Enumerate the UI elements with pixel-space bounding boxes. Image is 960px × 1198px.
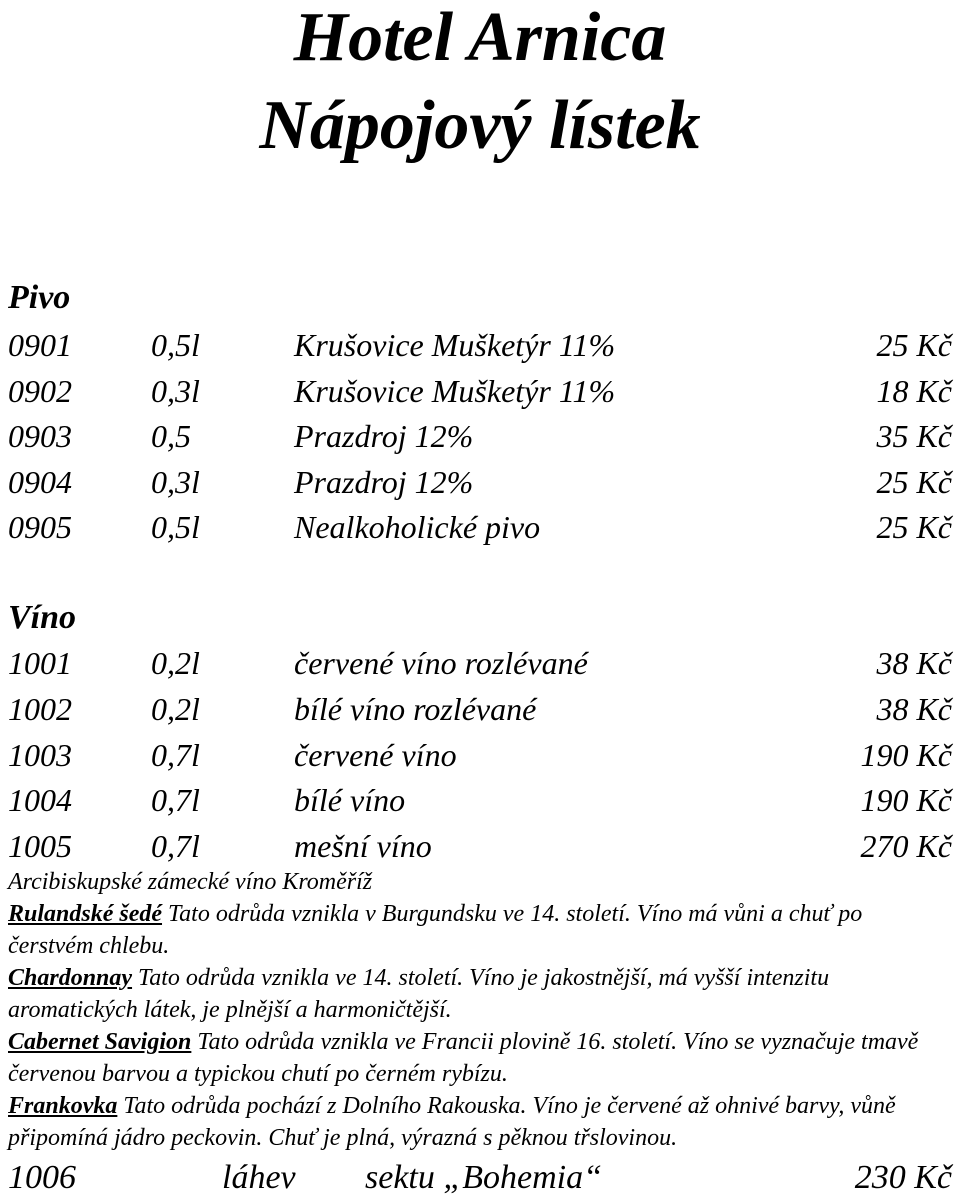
item-code: 1002 <box>8 690 72 727</box>
wine-item <box>0 824 960 870</box>
wine-variety <box>8 1090 952 1154</box>
wine-producer: Arcibiskupské zámecké víno Kroměříž <box>8 869 373 895</box>
item-unit: láhev <box>222 1159 296 1196</box>
wine-item <box>0 778 960 824</box>
beer-item <box>0 460 960 506</box>
variety-line <box>8 898 952 930</box>
item-name: Nealkoholické pivo <box>294 509 541 545</box>
item-price: 35 Kč <box>876 418 952 454</box>
beer-item <box>0 323 960 369</box>
item-price: 190 Kč <box>860 736 952 773</box>
item-code: 0901 <box>8 327 72 363</box>
variety-name: Chardonnay <box>8 965 133 991</box>
item-price: 25 Kč <box>876 509 952 545</box>
item-name: Prazdroj 12% <box>294 463 474 500</box>
variety-description: Tato odrůda pochází z Dolního Rakouska. Víno je červené až ohnivé barvy, vůně <box>123 1093 896 1119</box>
beer-item <box>0 505 960 551</box>
item-code: 1001 <box>8 645 72 681</box>
item-name: Krušovice Mušketýr 11% <box>294 372 616 409</box>
variety-line <box>8 1090 952 1122</box>
item-code: 0902 <box>8 372 72 409</box>
item-price: 25 Kč <box>876 327 952 363</box>
wine-variety <box>8 962 952 1026</box>
wine-item <box>0 733 960 779</box>
item-price: 18 Kč <box>876 372 952 409</box>
variety-description: čerstvém chlebu. <box>8 933 170 959</box>
item-code: 0905 <box>8 509 72 545</box>
item-volume: 0,2l <box>151 690 200 727</box>
variety-name: Frankovka <box>8 1093 118 1119</box>
item-code: 0903 <box>8 418 72 454</box>
item-code: 1003 <box>8 736 72 773</box>
item-code: 1005 <box>8 828 72 864</box>
item-price: 270 Kč <box>860 828 952 864</box>
wine-variety <box>8 1026 952 1090</box>
beer-item <box>0 369 960 415</box>
wine-list <box>0 641 960 870</box>
sparkling-item <box>0 1159 960 1197</box>
variety-line <box>8 962 952 994</box>
item-name: mešní víno <box>294 828 432 864</box>
hotel-name: Hotel Arnica <box>293 0 667 76</box>
item-name: bílé víno <box>294 782 406 819</box>
wine-notes <box>8 866 952 1154</box>
item-volume: 0,7l <box>151 736 200 773</box>
item-volume: 0,2l <box>151 645 200 681</box>
item-code: 1006 <box>8 1159 76 1196</box>
variety-name: Rulandské šedé <box>8 901 163 927</box>
wine-variety <box>8 898 952 962</box>
section-heading-wine: Víno <box>8 599 77 636</box>
item-name: Prazdroj 12% <box>294 418 474 454</box>
item-volume: 0,5l <box>151 509 200 545</box>
item-price: 38 Kč <box>876 690 952 727</box>
item-volume: 0,7l <box>151 828 200 864</box>
beer-item <box>0 414 960 460</box>
item-name: Krušovice Mušketýr 11% <box>294 327 616 363</box>
item-code: 0904 <box>8 463 72 500</box>
item-volume: 0,7l <box>151 782 200 819</box>
variety-description: Tato odrůda vznikla v Burgundsku ve 14. století. Víno má vůni a chuť po <box>168 901 863 927</box>
item-volume: 0,3l <box>151 463 200 500</box>
item-price: 25 Kč <box>876 463 952 500</box>
variety-description: připomíná jádro peckovin. Chuť je plná, výrazná s pěknou třslovinou. <box>8 1125 678 1151</box>
item-price: 230 Kč <box>854 1159 952 1196</box>
item-volume: 0,5 <box>151 418 191 454</box>
variety-description: aromatických látek, je plnější a harmoničtější. <box>8 997 452 1023</box>
section-heading-beer: Pivo <box>8 279 71 316</box>
wine-item <box>0 641 960 687</box>
wine-item <box>0 687 960 733</box>
variety-description: Tato odrůda vznikla ve Francii plovině 16. století. Víno se vyznačuje tmavě <box>197 1029 919 1055</box>
menu-title <box>0 0 960 170</box>
item-price: 190 Kč <box>860 782 952 819</box>
beer-list <box>0 323 960 551</box>
variety-description: Tato odrůda vznikla ve 14. století. Víno je jakostnější, má vyšší intenzitu <box>138 965 830 991</box>
menu-name: Nápojový lístek <box>259 87 701 164</box>
variety-description: červenou barvou a typickou chutí po černém rybízu. <box>8 1061 508 1087</box>
item-volume: 0,5l <box>151 327 200 363</box>
item-name: červené víno rozlévané <box>294 645 588 681</box>
item-name: bílé víno rozlévané <box>294 690 537 727</box>
variety-name: Cabernet Savigion <box>8 1029 192 1055</box>
item-code: 1004 <box>8 782 72 819</box>
item-price: 38 Kč <box>876 645 952 681</box>
item-name: červené víno <box>294 736 457 773</box>
variety-line <box>8 1026 952 1058</box>
item-volume: 0,3l <box>151 372 200 409</box>
item-name: sektu „Bohemia“ <box>365 1159 603 1196</box>
